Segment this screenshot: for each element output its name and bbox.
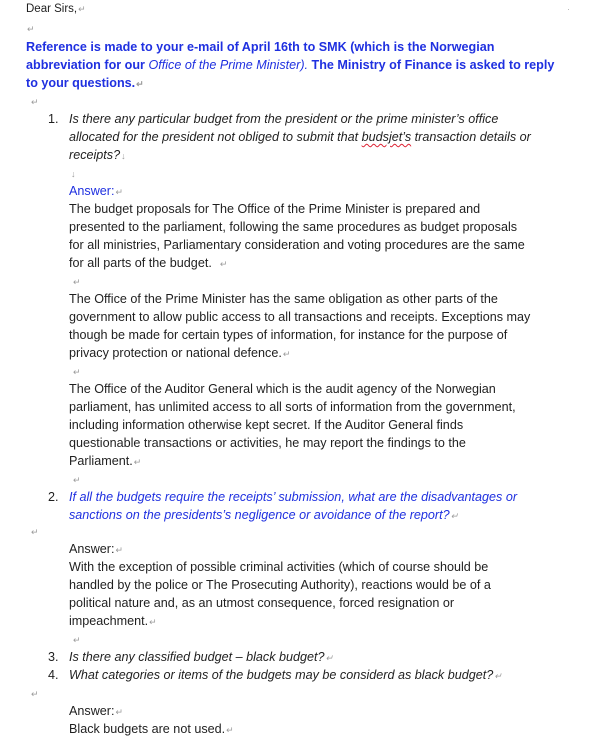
paragraph-mark-icon: ↵ xyxy=(494,671,502,681)
answer-label-line xyxy=(69,702,123,721)
answer-label-line xyxy=(69,540,123,559)
answer-text: questionable transactions or activities, he may report the findings to the xyxy=(69,436,466,450)
answer-text: government to allow public access to all transactions and receipts. Exceptions may xyxy=(69,310,531,324)
intro-text: The Ministry of Finance is asked to reply xyxy=(308,58,555,72)
question-text: Is there any particular budget from the president or the prime minister’s office xyxy=(69,112,499,126)
answer-1-p2-line-2 xyxy=(69,308,530,326)
question-text: Is there any classified budget – black budget? xyxy=(69,650,325,664)
empty-line xyxy=(72,362,81,381)
intro-office-name: Office of the Prime Minister). xyxy=(148,58,309,72)
intro-line-1 xyxy=(26,38,494,56)
answer-2-line-2 xyxy=(69,576,491,594)
answer-text: Black budgets are not used. xyxy=(69,722,226,736)
answer-1-p3-line-5 xyxy=(69,452,141,471)
paragraph-mark-icon: ↵ xyxy=(31,97,39,107)
line-break-icon: ↓ xyxy=(71,169,76,179)
paragraph-mark-icon: ↵ xyxy=(115,707,124,717)
question-4-line xyxy=(69,666,502,685)
answer-1-p1-line-1 xyxy=(69,200,480,218)
paragraph-mark-icon: ↵ xyxy=(73,475,81,485)
intro-text: to your questions. xyxy=(26,76,136,90)
answer-text: With the exception of possible criminal activities (which of course should be xyxy=(69,560,489,574)
empty-line xyxy=(72,272,81,291)
answer-1-p2-line-4 xyxy=(69,344,290,363)
intro-text: Reference is made to your e-mail of April 16th to SMK (which is the Norwegian xyxy=(26,40,495,54)
answer-text: though be made for certain types of information, for instance for the purpose of xyxy=(69,328,508,342)
intro-text: abbreviation for our xyxy=(26,58,149,72)
question-2-line-2 xyxy=(69,506,458,525)
empty-line xyxy=(72,630,81,649)
question-2-line-1 xyxy=(69,488,517,506)
answer-1-p3-line-2 xyxy=(69,398,516,416)
question-text: If all the budgets require the receipts’ submission, what are the disadvantages or xyxy=(69,490,518,504)
paragraph-mark-icon: ↵ xyxy=(73,635,81,645)
question-3-line xyxy=(69,648,333,667)
paragraph-mark-icon: ↵ xyxy=(78,4,86,14)
answer-text: political nature and, as an utmost consequence, forced resignation or xyxy=(69,596,455,610)
answer-text: for all ministries, Parliamentary consideration and voting procedures are the same xyxy=(69,238,525,252)
line-break-icon: ↓ xyxy=(121,151,126,161)
paragraph-mark-icon: ↵ xyxy=(31,689,39,699)
question-number: 1. xyxy=(48,112,59,126)
corner-mark: · xyxy=(567,4,570,14)
answer-1-p3-line-3 xyxy=(69,416,463,434)
paragraph-mark-icon: ↵ xyxy=(450,511,459,521)
answer-text: The Office of the Auditor General which is the audit agency of the Norwegian xyxy=(69,382,496,396)
answer-34-line xyxy=(69,720,234,739)
intro-line-3 xyxy=(26,74,144,93)
question-1-line-2 xyxy=(69,128,531,146)
answer-text: privacy protection or national defence. xyxy=(69,346,282,360)
empty-line xyxy=(26,19,35,38)
salutation: Dear Sirs, xyxy=(26,3,78,15)
answer-1-p1-line-3 xyxy=(69,236,525,254)
empty-line xyxy=(72,470,81,489)
answer-text: parliament, has unlimited access to all sorts of information from the government, xyxy=(69,400,516,414)
paragraph-mark-icon: ↵ xyxy=(226,725,234,735)
answer-1-p2-line-1 xyxy=(69,290,498,308)
answer-label: Answer: xyxy=(69,184,115,198)
paragraph-mark-icon: ↵ xyxy=(133,457,142,467)
answer-text: impeachment. xyxy=(69,614,149,628)
answer-text: The budget proposals for The Office of the Prime Minister is prepared and xyxy=(69,202,481,216)
empty-line xyxy=(30,684,39,703)
answer-text: handled by the police or The Prosecuting Authority), reactions would be of a xyxy=(69,578,491,592)
answer-text: The Office of the Prime Minister has the same obligation as other parts of the xyxy=(69,292,498,306)
answer-1-p3-line-4 xyxy=(69,434,466,452)
salutation-line xyxy=(26,0,86,18)
question-number: 3. xyxy=(48,650,59,664)
question-1-line-1 xyxy=(69,110,498,128)
answer-1-p3-line-1 xyxy=(69,380,496,398)
intro-line-2 xyxy=(26,56,554,74)
paragraph-mark-icon: ↵ xyxy=(115,187,124,197)
empty-line xyxy=(70,164,76,183)
empty-line xyxy=(30,92,39,111)
answer-2-line-1 xyxy=(69,558,488,576)
question-text: allocated for the president not obliged to submit that xyxy=(69,130,362,144)
paragraph-mark-icon: ↵ xyxy=(115,545,124,555)
question-text: transaction details or xyxy=(411,130,531,144)
question-1-line-3 xyxy=(69,146,126,165)
paragraph-mark-icon: ↵ xyxy=(136,79,144,89)
paragraph-mark-icon: ↵ xyxy=(219,259,228,269)
answer-text: Parliament. xyxy=(69,454,133,468)
question-number: 4. xyxy=(48,668,59,682)
answer-1-p1-line-2 xyxy=(69,218,517,236)
answer-1-p1-line-4 xyxy=(69,254,227,273)
question-text: receipts? xyxy=(69,148,121,162)
paragraph-mark-icon: ↵ xyxy=(325,653,334,663)
question-text: sanctions on the presidents’s negligence or avoidance of the report? xyxy=(69,508,450,522)
misspelled-word: budsjet’s xyxy=(361,130,412,144)
answer-label-line xyxy=(69,182,123,201)
question-number: 2. xyxy=(48,490,59,504)
paragraph-mark-icon: ↵ xyxy=(282,349,291,359)
empty-line xyxy=(30,522,39,541)
answer-2-line-3 xyxy=(69,594,454,612)
answer-2-line-4 xyxy=(69,612,157,631)
answer-text: including information otherwise kept secret. If the Auditor General finds xyxy=(69,418,464,432)
paragraph-mark-icon: ↵ xyxy=(149,617,157,627)
question-text: What categories or items of the budgets may be considerd as black budget? xyxy=(69,668,494,682)
answer-label: Answer: xyxy=(69,704,115,718)
answer-text: presented to the parliament, following the same procedures as budget proposals xyxy=(69,220,518,234)
paragraph-mark-icon: ↵ xyxy=(27,24,35,34)
answer-text: for all parts of the budget. xyxy=(69,256,212,270)
paragraph-mark-icon: ↵ xyxy=(31,527,39,537)
paragraph-mark-icon: ↵ xyxy=(73,367,81,377)
paragraph-mark-icon: ↵ xyxy=(73,277,81,287)
answer-label: Answer: xyxy=(69,542,115,556)
answer-1-p2-line-3 xyxy=(69,326,507,344)
